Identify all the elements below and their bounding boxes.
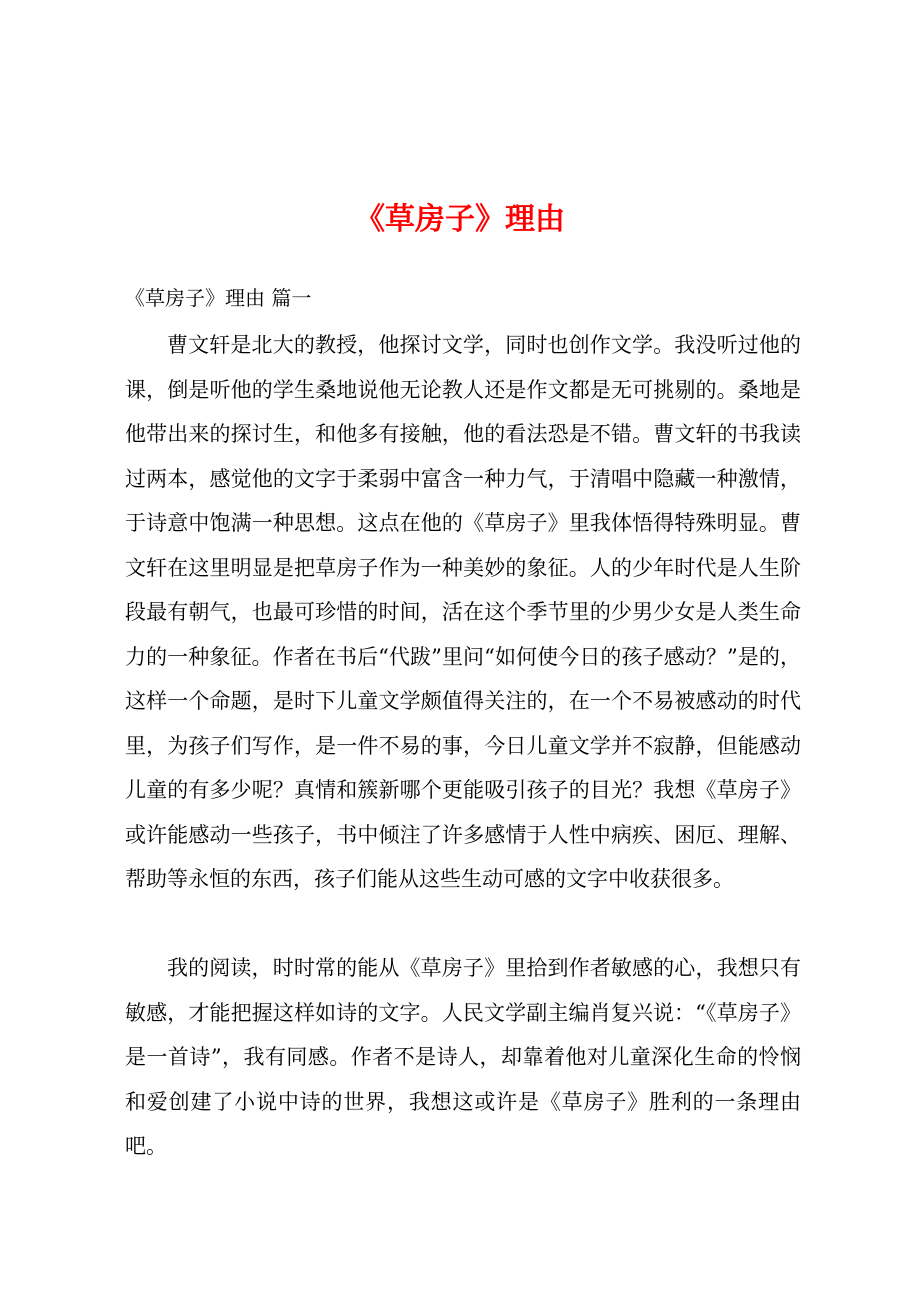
body-paragraph-2: 我的阅读，时时常的能从《草房子》里拾到作者敏感的心，我想只有敏感，才能把握这样如诗的文字。人民文学副主编肖复兴说：“《草房子》是一首诗”，我有同感。作者不是诗人，却靠着他对儿童深化生命的怜悯和爱创建了小说中诗的世界，我想这或许是《草房子》胜利的一条理由吧。 <box>125 956 801 1158</box>
section-heading: 《草房子》理由 篇一 <box>125 286 312 310</box>
document-title: 《草房子》理由 <box>355 202 565 237</box>
body-paragraph-1: 曹文轩是北大的教授，他探讨文学，同时也创作文学。我没听过他的课，倒是听他的学生桑地说他无论教人还是作文都是无可挑剔的。桑地是他带出来的探讨生，和他多有接触，他的看法恐是不错。曹文轩的书我读过两本，感觉他的文字于柔弱中富含一种力气，于清唱中隐藏一种激情，于诗意中饱满一种思想。这点在他的《草房子》里我体悟得特殊明显。曹文轩在这里明显是把草房子作为一种美妙的象征。人的少年时代是人生阶段最有朝气，也最可珍惜的时间，活在这个季节里的少男少女是人类生命力的一种象征。作者在书后“代跋”里问“如何使今日的孩子感动？”是的，这样一个命题，是时下儿童文学颇值得关注的，在一个不易被感动的时代里，为孩子们写作，是一件不易的事，今日儿童文学并不寂静，但能感动儿童的有多少呢？真情和簇新哪个更能吸引孩子的目光？我想《草房子》或许能感动一些孩子，书中倾注了许多感情于人性中病疾、困厄、理解、帮助等永恒的东西，孩子们能从这些生动可感的文字中收获很多。 <box>125 333 801 891</box>
